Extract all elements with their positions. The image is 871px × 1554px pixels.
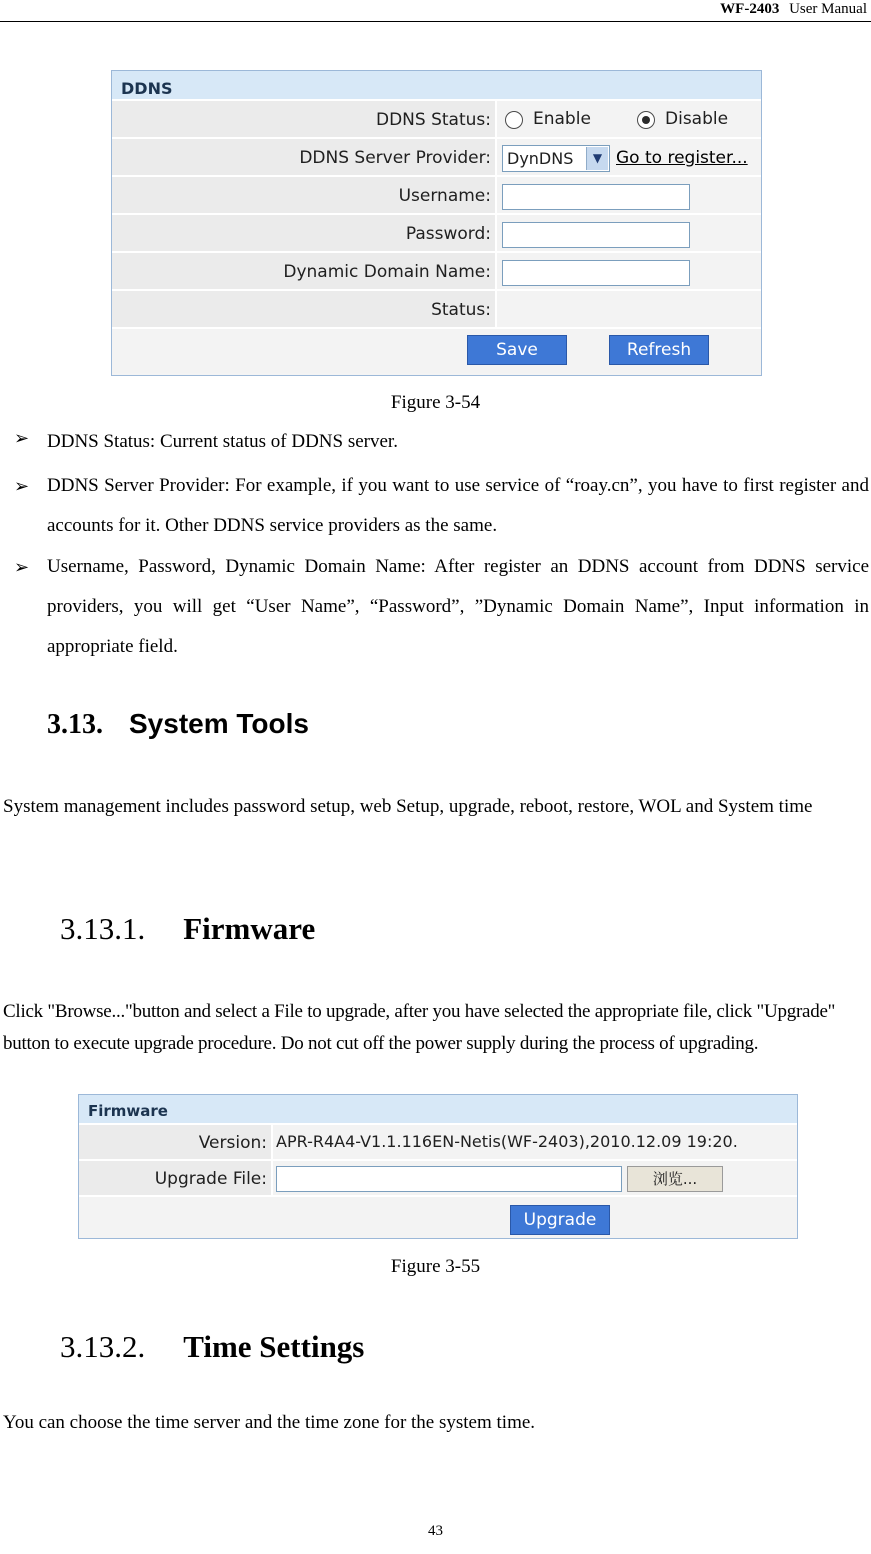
figure-3-55-caption: Figure 3-55 bbox=[390, 1256, 481, 1277]
ddns-status-label: DDNS Status: bbox=[112, 101, 497, 137]
section-3-13-text: System management includes password setup, web Setup, upgrade, reboot, restore, WOL and System time bbox=[3, 796, 813, 817]
password-input[interactable] bbox=[502, 222, 690, 248]
section-3-13-1-heading bbox=[60, 911, 315, 947]
upgrade-file-row bbox=[79, 1161, 797, 1197]
domain-label: Dynamic Domain Name: bbox=[112, 253, 497, 289]
ddns-status-row bbox=[112, 101, 761, 139]
section-3-13-heading bbox=[47, 708, 309, 741]
version-value: APR-R4A4-V1.1.116EN-Netis(WF-2403),2010.12.09 19:20. bbox=[276, 1132, 738, 1151]
bullet-ddns-provider: DDNS Server Provider: For example, if you want to use service of “roay.cn”, you have to first register and accounts for it. Other DDNS service providers as the same. bbox=[47, 475, 869, 536]
section-3-13-2-text: You can choose the time server and the time zone for the system time. bbox=[3, 1412, 536, 1433]
username-input[interactable] bbox=[502, 184, 690, 210]
enable-radio[interactable] bbox=[505, 111, 523, 129]
firmware-panel-title: Firmware bbox=[79, 1095, 797, 1125]
domain-input[interactable] bbox=[502, 260, 690, 286]
ddns-domain-row bbox=[112, 253, 761, 291]
disable-radio[interactable] bbox=[637, 111, 655, 129]
enable-label: Enable bbox=[533, 109, 591, 129]
ddns-panel bbox=[111, 70, 762, 376]
figure-3-54-caption: Figure 3-54 bbox=[390, 392, 481, 413]
refresh-button[interactable]: Refresh bbox=[609, 335, 709, 365]
page-header bbox=[0, 0, 871, 22]
header-rest: User Manual bbox=[789, 1, 867, 17]
section-3-13-2-heading bbox=[60, 1329, 364, 1365]
ddns-password-row bbox=[112, 215, 761, 253]
provider-select-value: DynDNS bbox=[507, 149, 574, 168]
upgrade-file-label: Upgrade File: bbox=[79, 1161, 273, 1195]
upgrade-file-input[interactable] bbox=[276, 1166, 622, 1192]
disable-label: Disable bbox=[665, 109, 729, 129]
section-3-13-1-title: Firmware bbox=[183, 911, 316, 946]
page-number: 43 bbox=[428, 1523, 443, 1539]
ddns-username-row bbox=[112, 177, 761, 215]
section-3-13-title: System Tools bbox=[129, 708, 309, 739]
provider-select[interactable] bbox=[502, 145, 610, 172]
header-model: WF-2403 bbox=[720, 1, 780, 17]
ddns-status-field-row bbox=[112, 291, 761, 329]
browse-button[interactable]: 浏览... bbox=[627, 1166, 723, 1192]
section-3-13-2-title: Time Settings bbox=[183, 1329, 365, 1364]
ddns-panel-title: DDNS bbox=[112, 71, 761, 101]
section-3-13-1-text: Click "Browse..."button and select a File to upgrade, after you have selected the appropriate file, click "Upgrade" button to execute upgrade procedure. Do not cut off the power supply during the process of upgrading. bbox=[3, 1001, 836, 1054]
ddns-provider-label: DDNS Server Provider: bbox=[112, 139, 497, 175]
status-field-value bbox=[497, 291, 761, 327]
bullet-arrow-icon: ➢ bbox=[14, 476, 30, 496]
bullet-ddns-status: DDNS Status: Current status of DDNS server. bbox=[47, 431, 398, 452]
chevron-down-icon[interactable]: ▼ bbox=[586, 147, 608, 170]
bullet-username-password: Username, Password, Dynamic Domain Name: After register an DDNS account from DDNS service providers, you will get “User Name”, “Password”, ”Dynamic Domain Name”, Input information in appropriate field. bbox=[47, 556, 869, 657]
version-label: Version: bbox=[79, 1125, 273, 1159]
username-label: Username: bbox=[112, 177, 497, 213]
password-label: Password: bbox=[112, 215, 497, 251]
ddns-provider-row bbox=[112, 139, 761, 177]
bullet-arrow-icon: ➢ bbox=[14, 428, 30, 448]
ddns-buttons-row bbox=[112, 329, 761, 373]
section-3-13-number: 3.13. bbox=[47, 709, 103, 740]
section-3-13-1-number: 3.13.1. bbox=[60, 911, 146, 946]
upgrade-button[interactable]: Upgrade bbox=[510, 1205, 610, 1235]
register-link[interactable]: Go to register... bbox=[616, 148, 748, 168]
save-button[interactable]: Save bbox=[467, 335, 567, 365]
firmware-version-row bbox=[79, 1125, 797, 1161]
section-3-13-2-number: 3.13.2. bbox=[60, 1329, 146, 1364]
bullet-arrow-icon: ➢ bbox=[14, 557, 30, 577]
firmware-panel bbox=[78, 1094, 798, 1239]
upgrade-button-row bbox=[79, 1197, 797, 1238]
status-field-label: Status: bbox=[112, 291, 497, 327]
